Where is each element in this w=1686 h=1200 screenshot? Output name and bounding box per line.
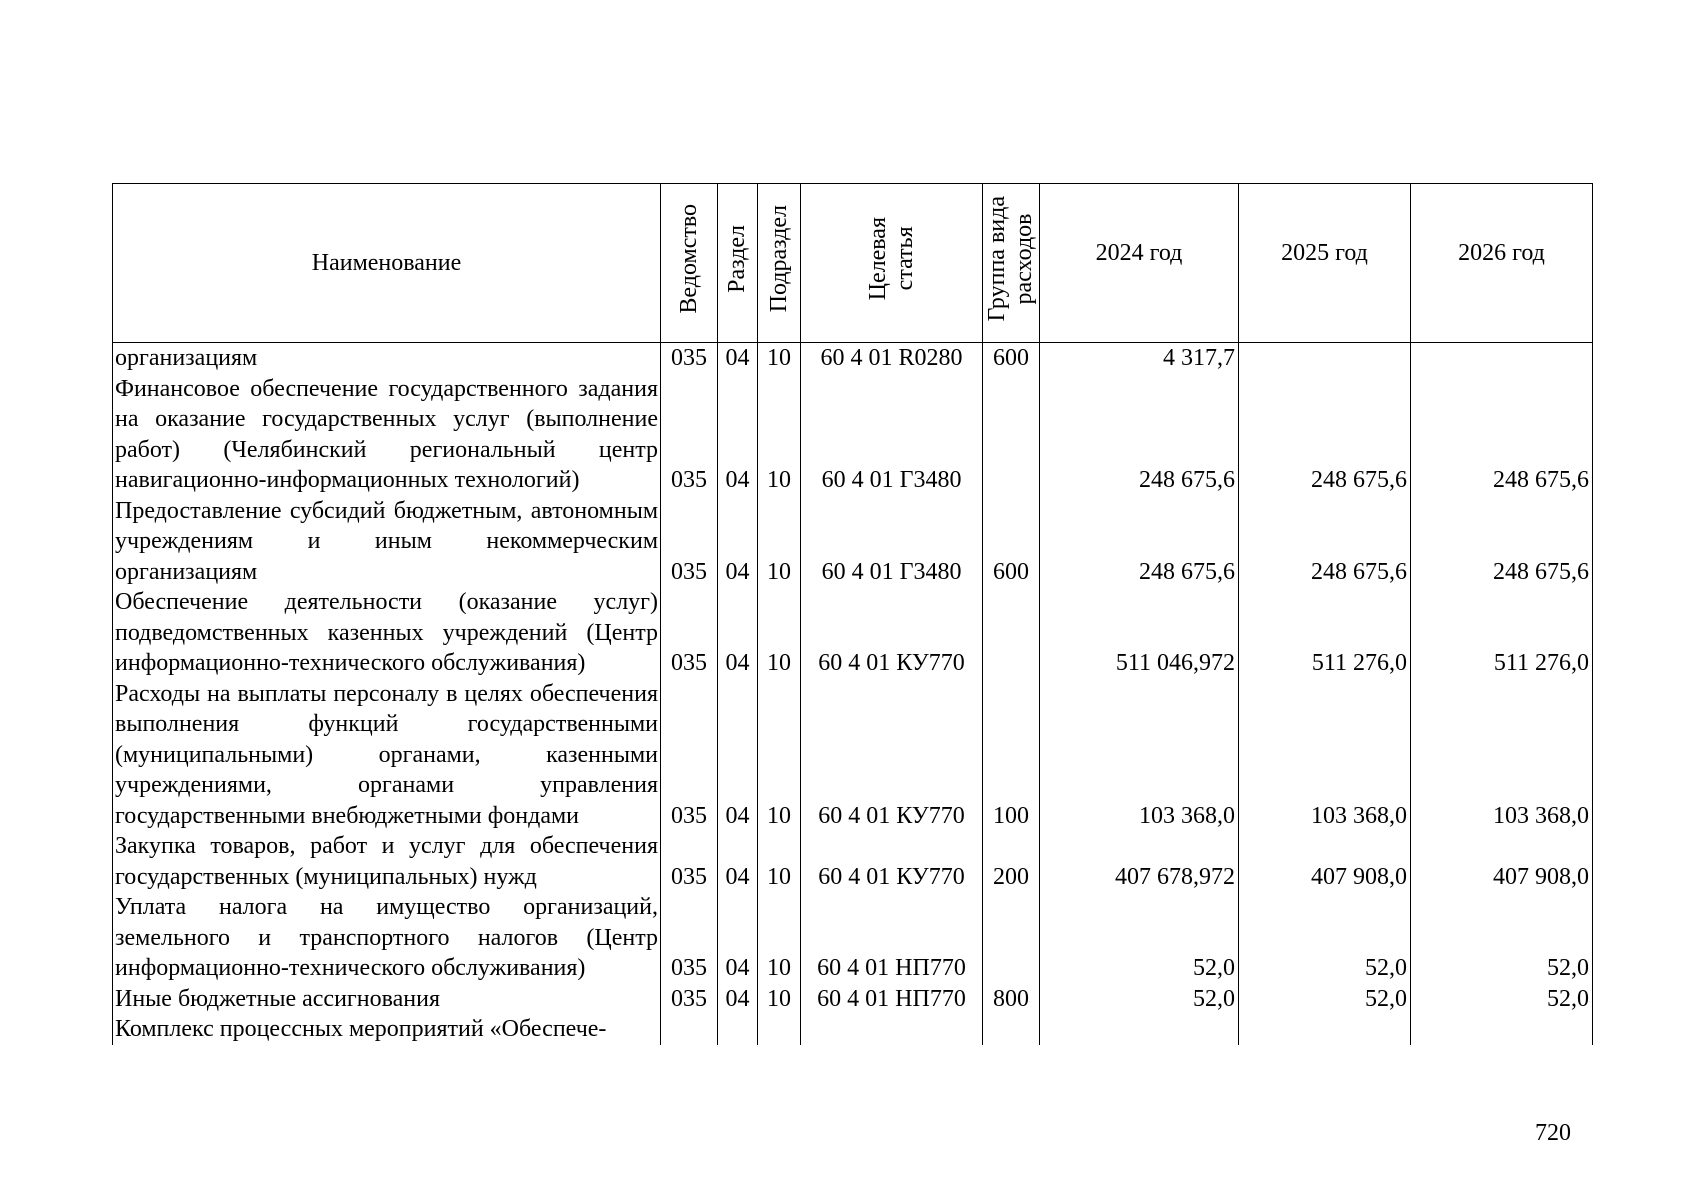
row-name: Закупка товаров, работ и услуг для обеспечения государственных (муниципальных) нужд [113, 831, 661, 892]
row-name: организациям [113, 343, 661, 374]
header-expense-group: Группа вида расходов [983, 184, 1040, 343]
row-expense-group [983, 892, 1040, 984]
row-amount-2025: 407 908,0 [1239, 831, 1411, 892]
row-vedomstvo: 035 [661, 892, 718, 984]
header-target-article: Целевая статья [801, 184, 983, 343]
row-podrazdel: 10 [758, 587, 801, 679]
row-razdel: 04 [718, 679, 758, 832]
row-target-article: 60 4 01 Г3480 [801, 374, 983, 496]
row-expense-group: 600 [983, 496, 1040, 588]
row-amount-2026: 248 675,6 [1411, 374, 1593, 496]
table-row [113, 892, 1593, 984]
table-row [113, 374, 1593, 496]
row-podrazdel: 10 [758, 496, 801, 588]
budget-table [112, 183, 1593, 1045]
header-name: Наименование [113, 184, 661, 343]
row-target-article: 60 4 01 НП770 [801, 892, 983, 984]
row-name: Расходы на выплаты персоналу в целях обеспечения выполнения функций государственными (муниципальными) органами, казенными учреждениями, органами управления государственными внебюджетными фондами [113, 679, 661, 832]
row-amount-2024: 52,0 [1040, 984, 1239, 1015]
row-target-article: 60 4 01 КУ770 [801, 679, 983, 832]
row-name: Иные бюджетные ассигнования [113, 984, 661, 1015]
row-podrazdel [758, 1014, 801, 1045]
row-amount-2024: 511 046,972 [1040, 587, 1239, 679]
row-vedomstvo: 035 [661, 587, 718, 679]
row-amount-2025: 52,0 [1239, 892, 1411, 984]
row-vedomstvo: 035 [661, 831, 718, 892]
row-vedomstvo: 035 [661, 374, 718, 496]
row-amount-2026: 103 368,0 [1411, 679, 1593, 832]
row-amount-2024: 103 368,0 [1040, 679, 1239, 832]
table-row [113, 496, 1593, 588]
table-row [113, 1014, 1593, 1045]
row-amount-2026: 511 276,0 [1411, 587, 1593, 679]
row-amount-2024: 52,0 [1040, 892, 1239, 984]
table-body [113, 343, 1593, 1045]
row-amount-2026: 52,0 [1411, 984, 1593, 1015]
row-target-article: 60 4 01 Г3480 [801, 496, 983, 588]
row-razdel: 04 [718, 496, 758, 588]
table-row [113, 679, 1593, 832]
row-razdel [718, 1014, 758, 1045]
row-target-article: 60 4 01 КУ770 [801, 831, 983, 892]
row-expense-group [983, 1014, 1040, 1045]
header-vedomstvo: Ведомство [661, 184, 718, 343]
row-amount-2026 [1411, 343, 1593, 374]
row-vedomstvo [661, 1014, 718, 1045]
table-row [113, 587, 1593, 679]
row-vedomstvo: 035 [661, 984, 718, 1015]
row-name: Комплекс процессных мероприятий «Обеспече- [113, 1014, 661, 1045]
row-razdel: 04 [718, 984, 758, 1015]
row-podrazdel: 10 [758, 343, 801, 374]
row-amount-2025 [1239, 1014, 1411, 1045]
row-amount-2026: 407 908,0 [1411, 831, 1593, 892]
row-expense-group: 200 [983, 831, 1040, 892]
header-2026: 2026 год [1411, 184, 1593, 343]
header-2024: 2024 год [1040, 184, 1239, 343]
row-amount-2024: 248 675,6 [1040, 496, 1239, 588]
row-amount-2024: 4 317,7 [1040, 343, 1239, 374]
header-row [113, 184, 1593, 343]
row-name: Уплата налога на имущество организаций, земельного и транспортного налогов (Центр информационно-технического обслуживания) [113, 892, 661, 984]
row-razdel: 04 [718, 374, 758, 496]
header-podrazdel: Подраздел [758, 184, 801, 343]
table-row [113, 831, 1593, 892]
row-razdel: 04 [718, 343, 758, 374]
row-name: Финансовое обеспечение государственного задания на оказание государственных услуг (выполнение работ) (Челябинский региональный центр навигационно-информационных технологий) [113, 374, 661, 496]
row-podrazdel: 10 [758, 892, 801, 984]
row-vedomstvo: 035 [661, 343, 718, 374]
row-amount-2024: 407 678,972 [1040, 831, 1239, 892]
row-name: Предоставление субсидий бюджетным, автономным учреждениям и иным некоммерческим организациям [113, 496, 661, 588]
row-amount-2025: 248 675,6 [1239, 496, 1411, 588]
row-podrazdel: 10 [758, 984, 801, 1015]
row-amount-2025 [1239, 343, 1411, 374]
page-number: 720 [1535, 1120, 1571, 1146]
row-expense-group [983, 374, 1040, 496]
row-amount-2024: 248 675,6 [1040, 374, 1239, 496]
row-amount-2025: 103 368,0 [1239, 679, 1411, 832]
row-target-article: 60 4 01 НП770 [801, 984, 983, 1015]
row-name: Обеспечение деятельности (оказание услуг) подведомственных казенных учреждений (Центр информационно-технического обслуживания) [113, 587, 661, 679]
table-row [113, 984, 1593, 1015]
row-podrazdel: 10 [758, 374, 801, 496]
row-expense-group: 600 [983, 343, 1040, 374]
row-amount-2025: 52,0 [1239, 984, 1411, 1015]
row-expense-group [983, 587, 1040, 679]
row-amount-2024 [1040, 1014, 1239, 1045]
row-amount-2025: 248 675,6 [1239, 374, 1411, 496]
row-amount-2026 [1411, 1014, 1593, 1045]
row-amount-2026: 52,0 [1411, 892, 1593, 984]
table-row [113, 343, 1593, 374]
row-razdel: 04 [718, 587, 758, 679]
header-2025: 2025 год [1239, 184, 1411, 343]
row-vedomstvo: 035 [661, 679, 718, 832]
row-expense-group: 100 [983, 679, 1040, 832]
row-amount-2025: 511 276,0 [1239, 587, 1411, 679]
row-amount-2026: 248 675,6 [1411, 496, 1593, 588]
row-vedomstvo: 035 [661, 496, 718, 588]
row-target-article: 60 4 01 R0280 [801, 343, 983, 374]
header-razdel: Раздел [718, 184, 758, 343]
row-target-article [801, 1014, 983, 1045]
row-podrazdel: 10 [758, 831, 801, 892]
row-razdel: 04 [718, 892, 758, 984]
row-expense-group: 800 [983, 984, 1040, 1015]
row-podrazdel: 10 [758, 679, 801, 832]
row-target-article: 60 4 01 КУ770 [801, 587, 983, 679]
row-razdel: 04 [718, 831, 758, 892]
